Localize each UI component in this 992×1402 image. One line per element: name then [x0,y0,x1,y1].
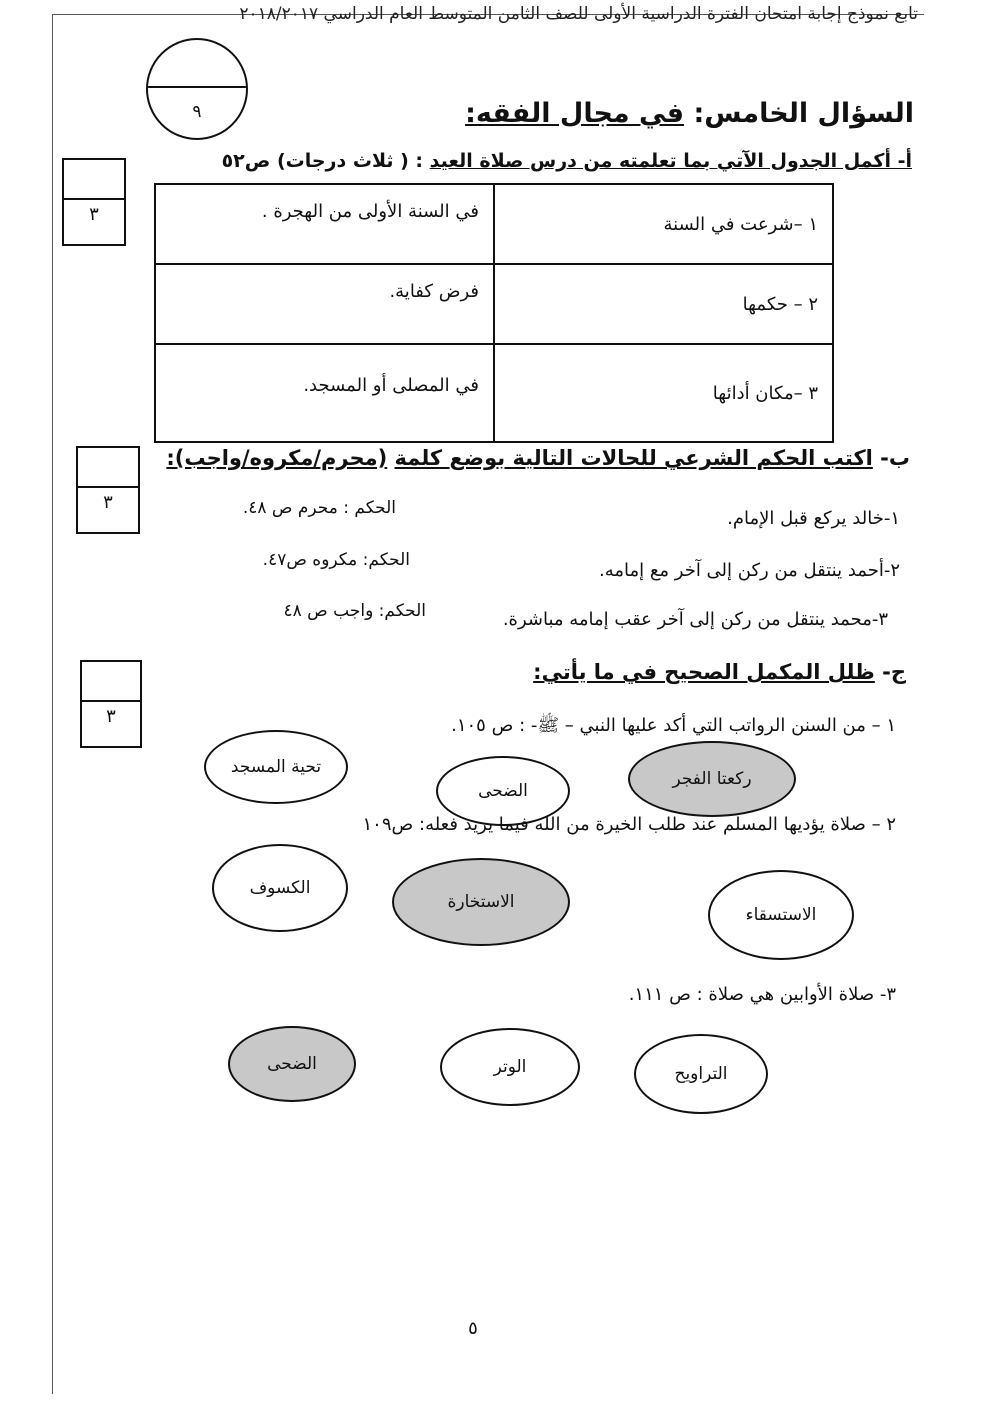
case-2-text: ٢-أحمد ينتقل من ركن إلى آخر مع إمامه. [598,560,900,581]
mcq-2-option-1[interactable]: الاستسقاء [708,870,854,960]
section-a-score-box [62,158,126,246]
eid-prayer-table [154,183,834,443]
section-b-score: ٣ [103,492,113,513]
mcq-3-option-2[interactable]: الوتر [440,1028,580,1106]
section-b-score-box [76,446,140,534]
case-3-ruling: الحكم: واجب ص ٤٨ [283,601,426,621]
mcq-1-option-2[interactable]: الضحى [436,756,570,826]
mcq-3-text: ٣- صلاة الأوابين هي صلاة : ص ١١١. [628,984,896,1005]
section-c-score: ٣ [106,706,116,727]
total-score: ٩ [192,102,202,122]
table-cell-key: ٢ – حكمها [494,264,833,344]
case-3-text: ٣-محمد ينتقل من ركن إلى آخر عقب إمامه مباشرة. [502,609,888,630]
mcq-1-option-3[interactable]: تحية المسجد [204,730,348,804]
page-frame-left [52,14,53,1394]
mcq-2-option-3[interactable]: الكسوف [212,844,348,932]
section-c-score-box [80,660,142,748]
table-cell-key: ٣ –مكان أدائها [494,344,833,442]
mcq-3-option-3[interactable]: الضحى [228,1026,356,1102]
section-b-heading: ب- اكتب الحكم الشرعي للحالات التالية بوضع كلمة (محرم/مكروه/واجب): [166,446,910,470]
page-number: ٥ [468,1318,478,1339]
table-row [155,344,833,442]
case-1-text: ١-خالد يركع قبل الإمام. [727,508,900,529]
table-cell-answer: في السنة الأولى من الهجرة . [155,184,494,264]
table-cell-key: ١ –شرعت في السنة [494,184,833,264]
mcq-1-option-1[interactable]: ركعتا الفجر [628,741,796,817]
mcq-3-option-1[interactable]: التراويح [634,1034,768,1114]
table-cell-answer: فرض كفاية. [155,264,494,344]
section-a-heading: أ- أكمل الجدول الآتي بما تعلمته من درس صلاة العيد : ( ثلاث درجات) ص٥٢ [221,150,912,172]
question-title: السؤال الخامس: في مجال الفقه: [465,98,914,129]
section-c-heading: ج- ظلل المكمل الصحيح في ما يأتي: [533,660,906,684]
section-a-score: ٣ [89,204,99,225]
total-score-circle [146,38,248,140]
mcq-1-text: ١ – من السنن الرواتب التي أكد عليها النبي – ﷺ- : ص ١٠٥. [451,715,896,736]
case-2-ruling: الحكم: مكروه ص٤٧. [262,550,410,570]
mcq-2-text: ٢ – صلاة يؤديها المسلم عند طلب الخيرة من الله فيما يريد فعله: ص١٠٩ [362,814,896,835]
table-row [155,184,833,264]
mcq-2-option-2[interactable]: الاستخارة [392,858,570,946]
case-1-ruling: الحكم : محرم ص ٤٨. [242,498,396,518]
table-row [155,264,833,344]
table-cell-answer: في المصلى أو المسجد. [155,344,494,442]
page-header: تابع نموذج إجابة امتحان الفترة الدراسية الأولى للصف الثامن المتوسط العام الدراسي ٢٠١٨/٢٠١٧ [239,4,918,24]
